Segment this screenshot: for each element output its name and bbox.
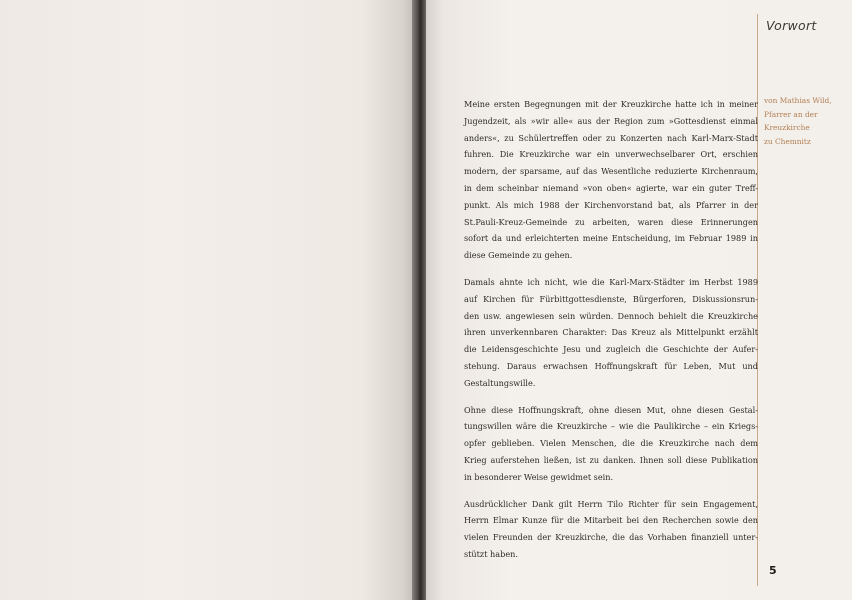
text-line: St.Pauli-Kreuz-Gemeinde zu arbeiten, waren diese Erinnerungen bbox=[464, 216, 758, 227]
text-line: fuhren. Die Kreuzkirche war ein unverwechselbarer Ort, erschien bbox=[464, 149, 758, 160]
text-line: vielen Freunden der Kreuzkirche, die das Vorhaben finanziell unter- bbox=[464, 532, 758, 543]
book-gutter bbox=[412, 0, 426, 600]
page-number: 5 bbox=[769, 564, 777, 577]
text-line: auf Kirchen für Fürbittgottesdienste, Bürgerforen, Diskussionsrun- bbox=[464, 293, 758, 304]
section-title: Vorwort bbox=[766, 18, 817, 33]
text-line: den usw. angewiesen sein würden. Dennoch behielt die Kreuzkirche bbox=[464, 310, 758, 321]
text-line: in besonderer Weise gewidmet sein. bbox=[464, 471, 614, 482]
paragraph bbox=[464, 496, 758, 563]
paragraph bbox=[464, 274, 758, 392]
text-line: diese Gemeinde zu gehen. bbox=[464, 250, 573, 261]
text-line: Meine ersten Begegnungen mit der Kreuzkirche hatte ich in meiner bbox=[464, 99, 758, 109]
text-line: Damals ahnte ich nicht, wie die Karl-Marx-Städter im Herbst 1989 bbox=[464, 276, 758, 287]
text-line: Krieg auferstehen ließen, ist zu danken. Ihnen soll diese Publikation bbox=[464, 454, 758, 465]
text-line: Herrn Elmar Kunze für die Mitarbeit bei den Recherchen sowie den bbox=[464, 515, 758, 526]
author-note bbox=[764, 94, 848, 148]
text-line: stehung. Daraus erwachsen Hoffnungskraft für Leben, Mut und bbox=[464, 360, 758, 371]
text-line: stützt haben. bbox=[464, 548, 518, 559]
text-line: tungswillen wäre die Kreuzkirche – wie die Paulikirche – ein Kriegs- bbox=[464, 421, 758, 432]
paragraph bbox=[464, 402, 758, 486]
text-line: Ohne diese Hoffnungskraft, ohne diesen Mut, ohne diesen Gestal- bbox=[464, 404, 758, 415]
text-line: in dem scheinbar niemand »von oben« agierte, war ein guter Treff- bbox=[464, 182, 758, 193]
text-line: Jugendzeit, als »wir alle« aus der Region zum »Gottesdienst einmal bbox=[464, 115, 758, 126]
text-line: Gestaltungswille. bbox=[464, 377, 536, 388]
text-line: modern, der sparsame, auf das Wesentliche reduzierte Kirchenraum, bbox=[464, 166, 758, 177]
author-line: Pfarrer an der bbox=[764, 109, 818, 119]
text-line: opfer geblieben. Vielen Menschen, die die Kreuzkirche nach dem bbox=[464, 438, 758, 449]
text-line: anders«, zu Schülertreffen oder zu Konzerten nach Karl-Marx-Stadt bbox=[464, 132, 758, 143]
text-line: sofort da und erleichterten meine Entscheidung, im Februar 1989 in bbox=[464, 233, 758, 244]
left-page-blank bbox=[0, 0, 412, 600]
text-line: Ausdrücklicher Dank gilt Herrn Tilo Richter für sein Engagement, bbox=[464, 498, 758, 509]
text-line: ihren unverkennbaren Charakter: Das Kreuz als Mittelpunkt erzählt bbox=[464, 327, 758, 338]
foreword-body bbox=[464, 96, 758, 573]
author-line: Kreuzkirche bbox=[764, 123, 810, 132]
author-line: zu Chemnitz bbox=[764, 136, 811, 146]
text-line: die Leidensgeschichte Jesu und zugleich die Geschichte der Aufer- bbox=[464, 344, 758, 355]
right-page bbox=[426, 0, 852, 600]
paragraph bbox=[464, 96, 758, 264]
text-line: punkt. Als mich 1988 der Kirchenvorstand bat, als Pfarrer in der bbox=[464, 199, 758, 210]
author-line: von Mathias Wild, bbox=[764, 96, 832, 105]
